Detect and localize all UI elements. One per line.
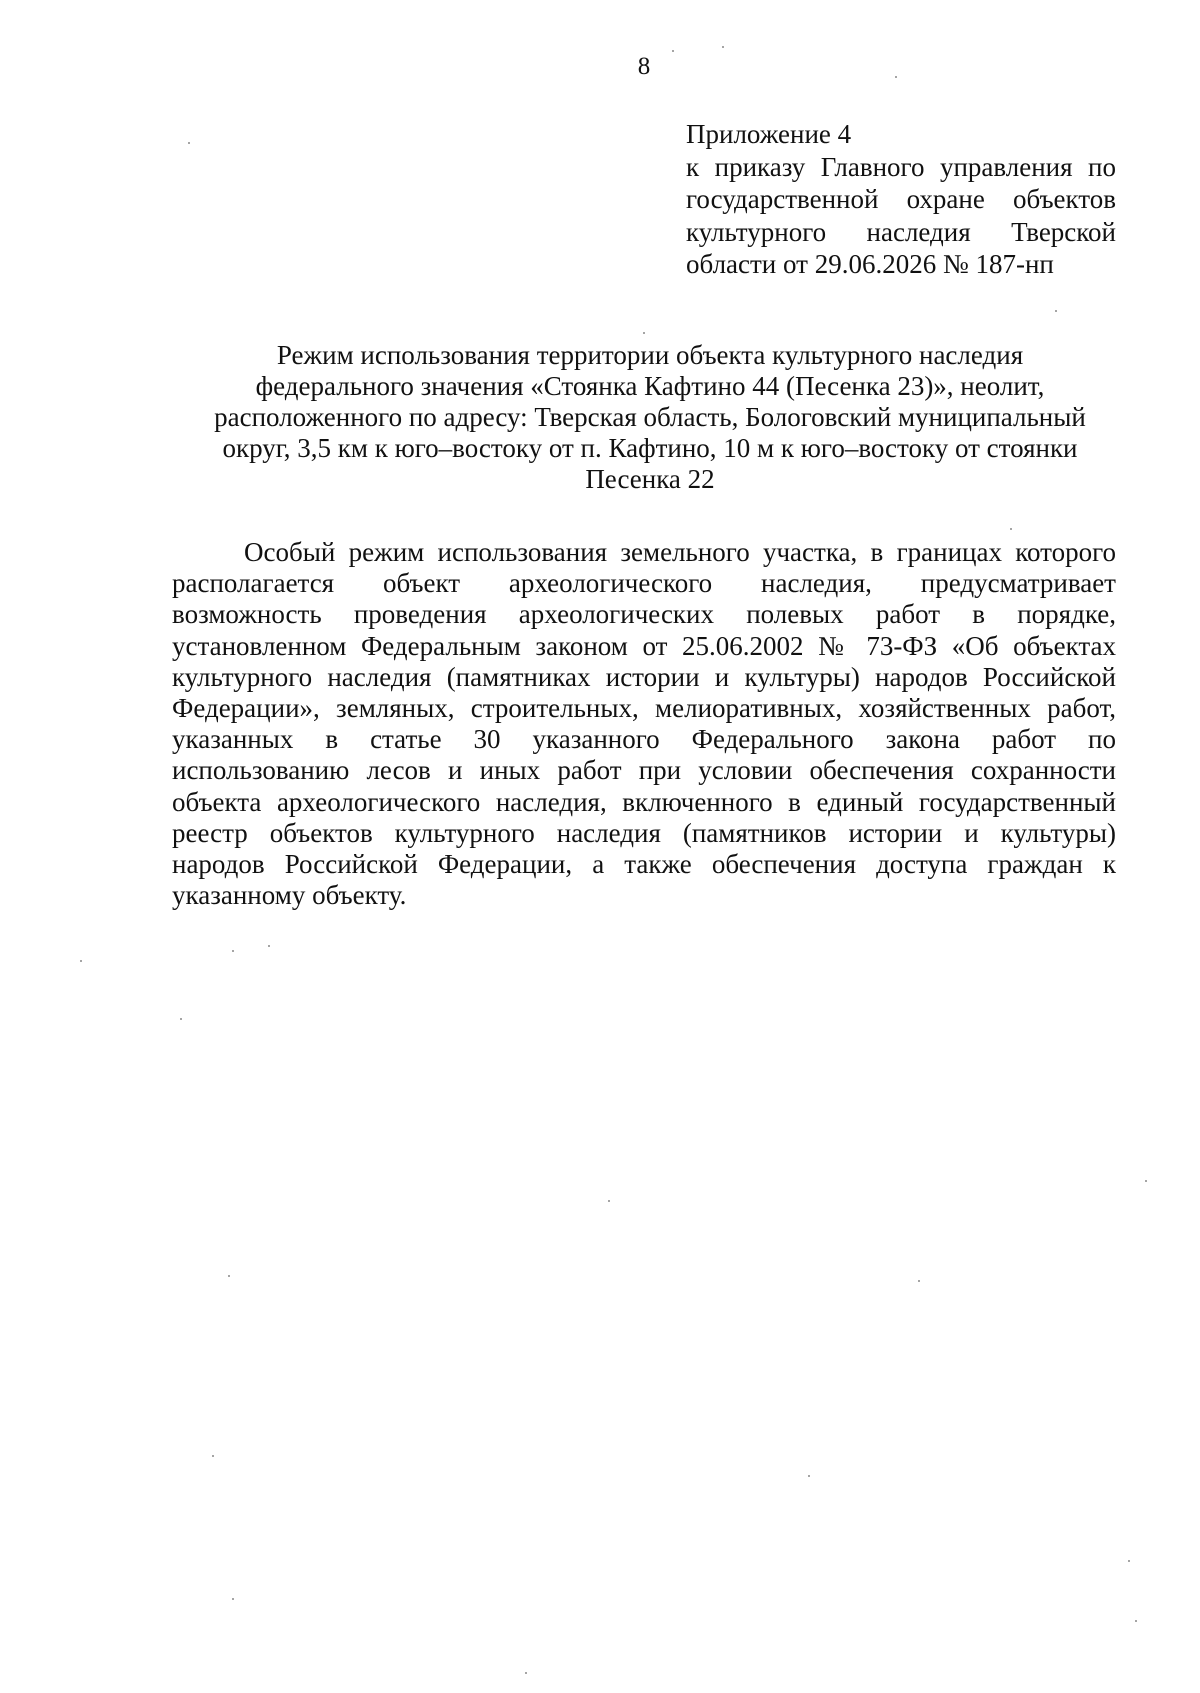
body-line: возможность проведения археологических полевых работ в порядке,	[172, 599, 1116, 630]
body-line: объекта археологического наследия, включенного в единый государственный	[172, 786, 1116, 817]
scan-speck	[180, 1018, 182, 1020]
scan-speck	[1128, 1560, 1130, 1562]
body-line: реестр объектов культурного наследия (памятников истории и культуры)	[172, 817, 1116, 848]
scan-speck	[672, 50, 674, 52]
appendix-line: Приложение 4	[686, 119, 852, 149]
appendix-header	[686, 118, 1116, 281]
scan-speck	[80, 960, 82, 962]
appendix-line: области от 29.06.2026 № 187-нп	[686, 249, 1054, 279]
document-title	[150, 340, 1150, 495]
scan-speck	[1055, 310, 1057, 312]
scan-speck	[608, 1200, 610, 1202]
scan-speck	[232, 950, 234, 952]
scan-speck	[918, 1280, 920, 1282]
scan-speck	[808, 1475, 810, 1477]
scan-speck	[643, 332, 645, 334]
body-line: указанному объекту.	[172, 880, 407, 911]
body-line: культурного наследия (памятниках истории и культуры) народов Российской	[172, 661, 1116, 692]
body-line: Особый режим использования земельного участка, в границах которого	[244, 537, 1116, 567]
appendix-line: к приказу Главного управления по	[686, 151, 1116, 182]
scan-speck	[525, 1672, 527, 1674]
body-line: использованию лесов и иных работ при условии обеспечения сохранности	[172, 755, 1116, 786]
scan-speck	[1145, 1180, 1147, 1182]
scan-speck	[212, 1455, 214, 1457]
body-line: располагается объект археологического наследия, предусматривает	[172, 568, 1116, 599]
appendix-line: культурного наследия Тверской	[686, 216, 1116, 247]
scan-speck	[895, 76, 897, 78]
appendix-line: государственной охране объектов	[686, 184, 1116, 214]
scan-speck	[1010, 528, 1012, 530]
body-line: народов Российской Федерации, а также обеспечения доступа граждан к	[172, 849, 1116, 880]
title-line: федерального значения «Стоянка Кафтино 44 (Песенка 23)», неолит,	[255, 371, 1045, 401]
scan-speck	[722, 46, 724, 48]
body-line: Федерации», земляных, строительных, мелиоративных, хозяйственных работ,	[172, 693, 1116, 724]
scan-speck	[1135, 1620, 1137, 1622]
body-paragraph	[172, 537, 1116, 911]
scan-speck	[188, 142, 190, 144]
scan-speck	[228, 1275, 230, 1277]
page-number: 8	[637, 53, 651, 80]
title-line: расположенного по адресу: Тверская область, Бологовский муниципальный	[214, 402, 1086, 432]
body-line: указанных в статье 30 указанного Федерального закона работ по	[172, 724, 1116, 755]
scan-speck	[232, 1598, 234, 1600]
title-line: округ, 3,5 км к юго–востоку от п. Кафтино, 10 м к юго–востоку от стоянки	[222, 433, 1078, 463]
scan-speck	[268, 945, 270, 947]
body-line: установленном Федеральным законом от 25.06.2002 № 73-ФЗ «Об объектах	[172, 630, 1116, 661]
title-line: Песенка 22	[585, 464, 715, 494]
title-line: Режим использования территории объекта культурного наследия	[276, 340, 1024, 370]
